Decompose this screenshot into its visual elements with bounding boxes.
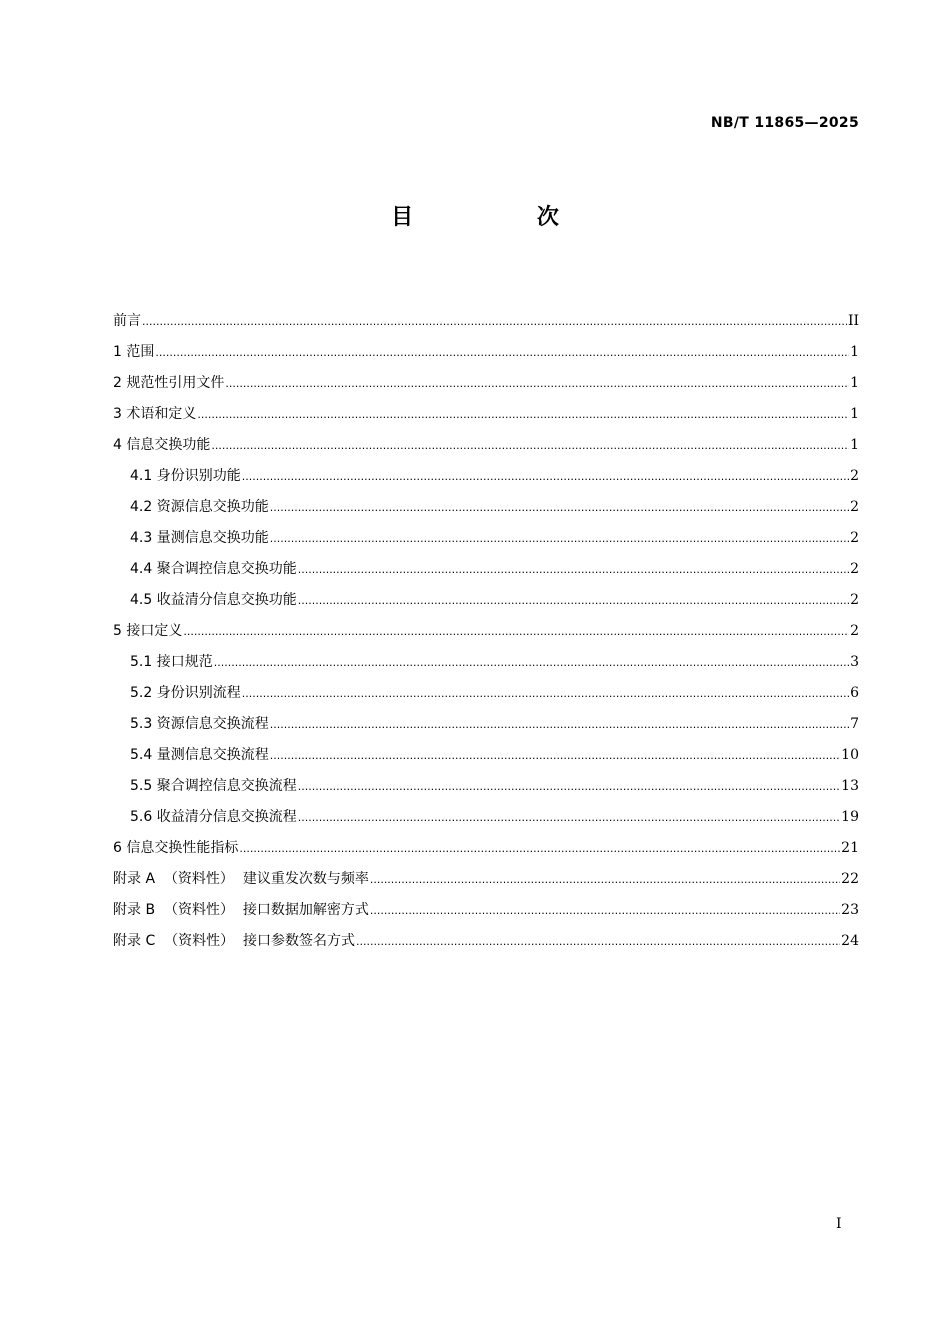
toc-entry-label: 6 信息交换性能指标 [113, 840, 239, 856]
toc-entry[interactable] [113, 773, 859, 804]
toc-entry-label: 4 信息交换功能 [113, 437, 211, 453]
toc-entry-page: 13 [841, 778, 859, 794]
toc-entry[interactable] [113, 804, 859, 835]
page-number: I [836, 1216, 842, 1232]
toc-entry-label: 5.3 资源信息交换流程 [130, 716, 269, 732]
toc-entry[interactable] [113, 587, 859, 618]
toc-leader-dots [155, 340, 849, 366]
toc-entry-page: 24 [841, 933, 859, 949]
toc-leader-dots [214, 650, 849, 676]
toc-entry[interactable] [113, 370, 859, 401]
toc-entry-label: 5.4 量测信息交换流程 [130, 747, 269, 763]
toc-leader-dots [298, 774, 840, 800]
toc-leader-dots [183, 619, 849, 645]
toc-leader-dots [298, 588, 849, 614]
toc-entry-page: 2 [850, 530, 859, 546]
toc-entry[interactable] [113, 463, 859, 494]
toc-entry-page: II [847, 313, 859, 329]
toc-leader-dots [225, 371, 849, 397]
toc-entry-page: 2 [850, 468, 859, 484]
toc-entry[interactable] [113, 308, 859, 339]
toc-leader-dots [270, 712, 849, 738]
toc-entry[interactable] [113, 866, 859, 897]
toc-leader-dots [356, 929, 840, 955]
toc-entry-label: 1 范围 [113, 344, 155, 360]
toc-entry[interactable] [113, 649, 859, 680]
toc-entry[interactable] [113, 432, 859, 463]
toc-entry-page: 7 [850, 716, 859, 732]
toc-entry-label: 4.4 聚合调控信息交换功能 [130, 561, 297, 577]
toc-entry-label: 5.5 聚合调控信息交换流程 [130, 778, 297, 794]
toc-leader-dots [270, 526, 849, 552]
toc-entry-label: 4.3 量测信息交换功能 [130, 530, 269, 546]
toc-entry-label: 附录 B （资料性） 接口数据加解密方式 [113, 902, 369, 918]
toc-entry-label: 前言 [113, 313, 141, 329]
toc-entry[interactable] [113, 525, 859, 556]
toc-leader-dots [370, 867, 840, 893]
toc-entry-page: 6 [850, 685, 859, 701]
toc-entry-page: 22 [841, 871, 859, 887]
toc-entry-label: 5.1 接口规范 [130, 654, 213, 670]
toc-entry-page: 21 [841, 840, 859, 856]
toc-entry-page: 10 [841, 747, 859, 763]
toc-entry-page: 23 [841, 902, 859, 918]
toc-entry[interactable] [113, 401, 859, 432]
toc-entry-label: 附录 C （资料性） 接口参数签名方式 [113, 933, 356, 949]
toc-entry[interactable] [113, 835, 859, 866]
toc-leader-dots [211, 433, 849, 459]
toc-entry[interactable] [113, 680, 859, 711]
toc-entry-label: 2 规范性引用文件 [113, 375, 225, 391]
toc-entry-label: 5.6 收益清分信息交换流程 [130, 809, 297, 825]
toc-entry[interactable] [113, 711, 859, 742]
toc-entry-page: 2 [850, 499, 859, 515]
toc-leader-dots [270, 743, 840, 769]
toc-entry[interactable] [113, 494, 859, 525]
toc-entry-label: 4.1 身份识别功能 [130, 468, 241, 484]
toc-entry-label: 4.2 资源信息交换功能 [130, 499, 269, 515]
toc-leader-dots [370, 898, 840, 924]
toc-entry[interactable] [113, 339, 859, 370]
toc-entry-page: 19 [841, 809, 859, 825]
toc-entry[interactable] [113, 897, 859, 928]
toc-entry-page: 2 [850, 623, 859, 639]
toc-leader-dots [239, 836, 840, 862]
toc-entry[interactable] [113, 928, 859, 959]
toc-leader-dots [298, 557, 849, 583]
toc-leader-dots [242, 681, 849, 707]
toc-leader-dots [270, 495, 849, 521]
toc-entry-page: 1 [850, 375, 859, 391]
toc-entry[interactable] [113, 618, 859, 649]
toc-entry-label: 附录 A （资料性） 建议重发次数与频率 [113, 871, 369, 887]
toc-entry-label: 4.5 收益清分信息交换功能 [130, 592, 297, 608]
toc-entry-page: 2 [850, 561, 859, 577]
toc-entry-label: 5.2 身份识别流程 [130, 685, 241, 701]
toc-entry-page: 3 [850, 654, 859, 670]
toc-leader-dots [242, 464, 849, 490]
toc-leader-dots [298, 805, 840, 831]
toc-leader-dots [142, 309, 847, 335]
toc-entry[interactable] [113, 742, 859, 773]
toc-entry[interactable] [113, 556, 859, 587]
toc-entry-page: 2 [850, 592, 859, 608]
toc-entry-page: 1 [850, 406, 859, 422]
toc-entry-label: 3 术语和定义 [113, 406, 197, 422]
toc-entry-page: 1 [850, 344, 859, 360]
standard-code: NB/T 11865—2025 [710, 115, 859, 131]
toc-entry-page: 1 [850, 437, 859, 453]
toc-leader-dots [197, 402, 849, 428]
toc-title: 目 次 [391, 205, 617, 230]
toc-entry-label: 5 接口定义 [113, 623, 183, 639]
table-of-contents [113, 308, 859, 959]
